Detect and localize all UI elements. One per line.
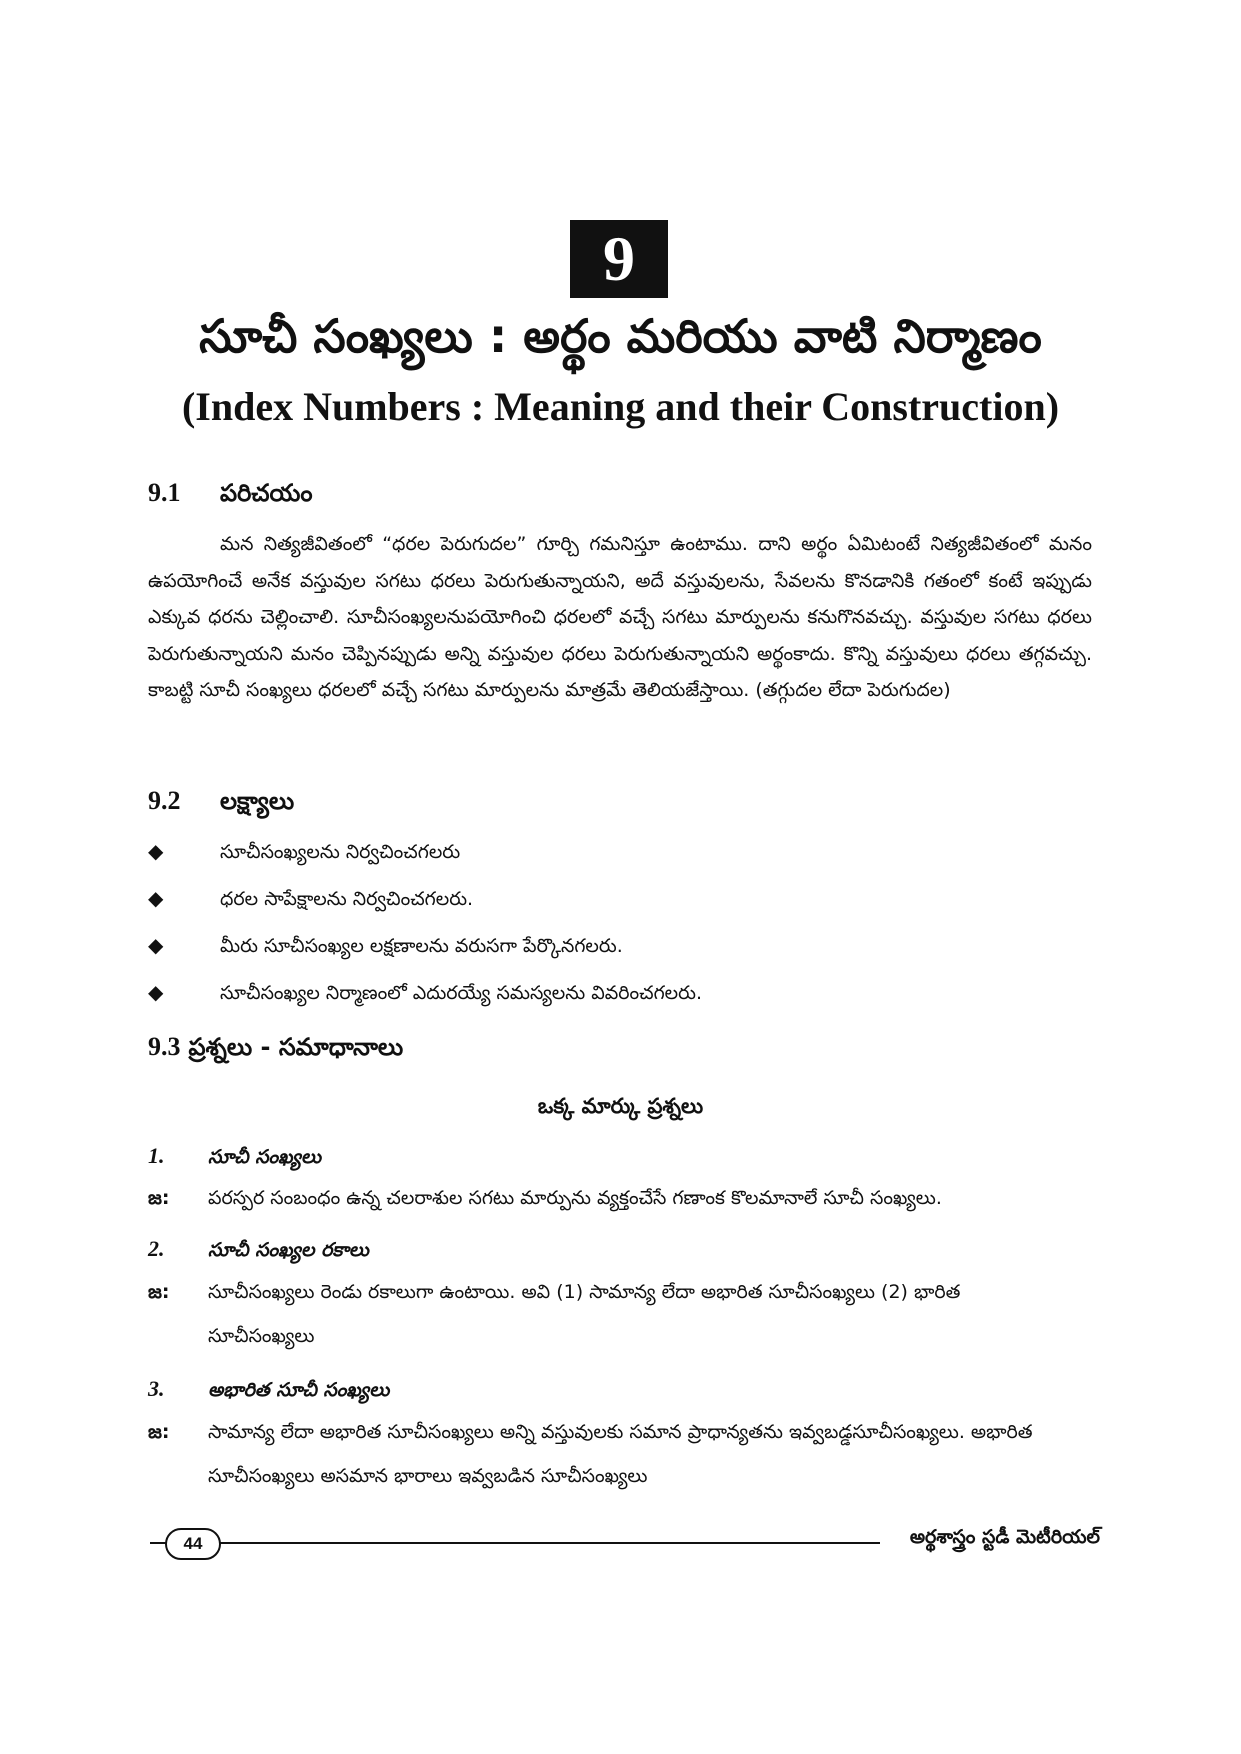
chapter-title-telugu: సూచీ సంఖ్యలు : అర్థం మరియు వాటి నిర్మాణం <box>199 309 1042 363</box>
intro-text: మన నిత్యజీవితంలో “ధరల పెరుగుదల” గూర్చి గమనిస్తూ ఉంటాము. దాని అర్థం ఏమిటంటే నిత్యజీవితంలో మనం ఉపయోగించే అనేక వస్తువుల సగటు ధరలు పెరుగుతున్నాయని, అదే వస్తువులను, సేవలను కొనడానికి గతంలో కంటే ఇప్పుడు ఎక్కువ ధరను చెల్లించాలి. సూచీసంఖ్యలనుపయోగించి ధరలలో వచ్చే సగటు మార్పులను కనుగొనవచ్చు. వస్తువుల సగటు ధరలు పెరుగుతున్నాయని మనం చెప్పినప్పుడు అన్ని వస్తువుల ధరలు పెరుగుతున్నాయని అర్థంకాదు. కొన్ని వస్తువులు ధరలు తగ్గవచ్చు. కాబట్టి సూచీ సంఖ్యలు ధరలలో వచ్చే సగటు మార్పులను మాత్రమే తెలియజేస్తాయి. (తగ్గుదల లేదా పెరుగుదల) <box>148 533 1092 701</box>
answer <box>148 1410 1068 1498</box>
answer <box>148 1270 1068 1358</box>
question-text: సూచీ సంఖ్యల రకాలు <box>208 1239 369 1261</box>
footer-title: అర్థశాస్త్రం స్టడీ మెటీరియల్ <box>909 1526 1100 1548</box>
answer-text: పరస్పర సంబంధం ఉన్న చలరాశుల సగటు మార్పును వ్యక్తంచేసే గణాంక కొలమానాలే సూచీ సంఖ్యలు. <box>208 1187 942 1209</box>
footer-rule <box>150 1542 880 1544</box>
section-heading-objectives <box>148 786 294 821</box>
chapter-number-badge: 9 <box>570 220 668 298</box>
question-text: అభారిత సూచీ సంఖ్యలు <box>208 1379 390 1401</box>
answer-label: జ: <box>148 1421 170 1443</box>
subheading-one-mark: ఒక్క మార్కు ప్రశ్నలు <box>537 1094 704 1118</box>
chapter-title-english: (Index Numbers : Meaning and their Construction) <box>181 384 1060 429</box>
section-number: 9.1 <box>148 478 181 507</box>
section-heading-qa <box>148 1032 403 1067</box>
list-item <box>148 977 702 1008</box>
section-title: పరిచయం <box>220 479 313 507</box>
question-number: 1. <box>148 1143 165 1168</box>
diamond-bullet-icon: ◆ <box>148 886 164 910</box>
page-number: 44 <box>165 1528 221 1560</box>
answer-text: సూచీసంఖ్యలు రెండు రకాలుగా ఉంటాయి. అవి (1) సామాన్య లేదా అభారిత సూచీసంఖ్యలు (2) భారిత సూచీసంఖ్యలు <box>208 1281 961 1347</box>
list-item <box>148 836 460 867</box>
section-number: 9.3 <box>148 1032 181 1061</box>
answer-label: జ: <box>148 1281 170 1303</box>
section-title: లక్ష్యాలు <box>220 787 295 815</box>
intro-paragraph <box>148 526 1092 709</box>
list-item-text: ధరల సాపేక్షాలను నిర్వచించగలరు. <box>220 888 474 910</box>
question <box>148 1141 321 1172</box>
diamond-bullet-icon: ◆ <box>148 933 164 957</box>
question-number: 3. <box>148 1376 165 1401</box>
question-number: 2. <box>148 1236 165 1261</box>
section-number: 9.2 <box>148 786 181 815</box>
diamond-bullet-icon: ◆ <box>148 980 164 1004</box>
section-title: ప్రశ్నలు - సమాధానాలు <box>188 1033 404 1061</box>
list-item-text: మీరు సూచీసంఖ్యల లక్షణాలను వరుసగా పేర్కొనగలరు. <box>220 935 623 957</box>
list-item-text: సూచీసంఖ్యలను నిర్వచించగలరు <box>220 841 461 863</box>
diamond-bullet-icon: ◆ <box>148 839 164 863</box>
list-item-text: సూచీసంఖ్యల నిర్మాణంలో ఎదురయ్యే సమస్యలను వివరించగలరు. <box>220 982 703 1004</box>
section-heading-intro <box>148 478 313 513</box>
list-item <box>148 930 623 961</box>
answer-text: సామాన్య లేదా అభారిత సూచీసంఖ్యలు అన్ని వస్తువులకు సమాన ప్రాధాన్యతను ఇవ్వబడ్డసూచీసంఖ్యలు. అభారిత సూచీసంఖ్యలు అసమాన భారాలు ఇవ్వబడిన సూచీసంఖ్యలు <box>208 1421 1033 1487</box>
answer-label: జ: <box>148 1187 170 1209</box>
question <box>148 1374 389 1405</box>
answer <box>148 1176 1068 1220</box>
question <box>148 1234 369 1265</box>
question-text: సూచీ సంఖ్యలు <box>208 1146 322 1168</box>
list-item <box>148 883 473 914</box>
